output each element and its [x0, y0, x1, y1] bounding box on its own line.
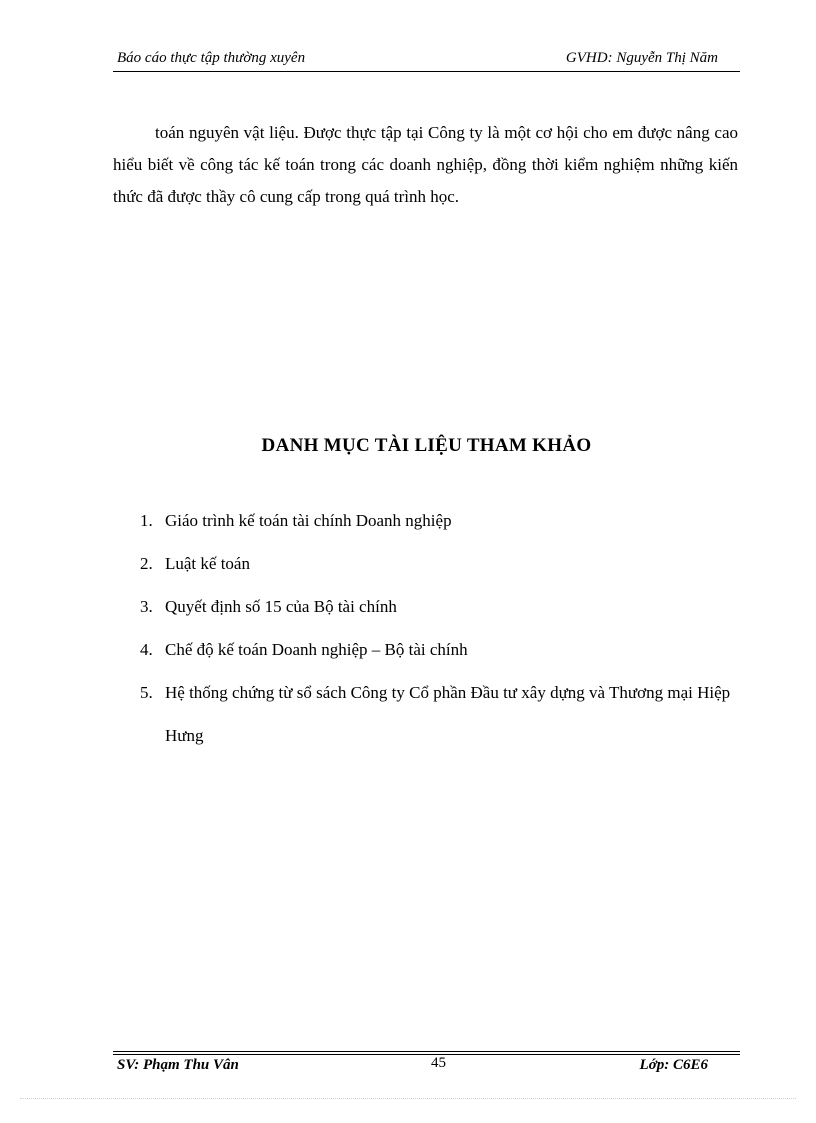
page-number: 45	[431, 1055, 446, 1071]
reference-item	[140, 585, 740, 628]
reference-text: Luật kế toán	[165, 554, 250, 573]
footer-class: Lớp: C6E6	[639, 1057, 708, 1073]
page-footer	[113, 1055, 740, 1079]
footer-rule	[113, 1051, 740, 1052]
reference-number: 1.	[140, 511, 153, 530]
page-bottom-dotted-line	[20, 1098, 796, 1099]
reference-item	[140, 542, 740, 585]
header-rule	[113, 71, 740, 72]
reference-text: Hệ thống chứng từ sổ sách Công ty Cổ phần Đầu tư xây dựng và Thương mại Hiệp Hưng	[165, 683, 731, 745]
header-report-title: Báo cáo thực tập thường xuyên	[117, 50, 306, 66]
reference-number: 3.	[140, 597, 153, 616]
reference-text: Quyết định số 15 của Bộ tài chính	[165, 597, 397, 616]
section-title: DANH MỤC TÀI LIỆU THAM KHẢO	[261, 435, 592, 456]
reference-list	[140, 499, 740, 757]
reference-text: Chế độ kế toán Doanh nghiệp – Bộ tài chính	[165, 640, 468, 659]
reference-item	[140, 628, 740, 671]
reference-number: 2.	[140, 554, 153, 573]
footer-student: SV: Phạm Thu Vân	[117, 1057, 239, 1073]
reference-text: Giáo trình kế toán tài chính Doanh nghiệp	[165, 511, 452, 530]
reference-number: 5.	[140, 683, 153, 702]
header-supervisor: GVHD: Nguyễn Thị Năm	[565, 50, 718, 66]
paragraph-text: toán nguyên vật liệu. Được thực tập tại Công ty là một cơ hội cho em được nâng cao hiểu biết về công tác kế toán trong các doanh nghiệp, đồng thời kiểm nghiệm những kiến thức đã được thầy cô cung cấp trong quá trình học.	[113, 123, 738, 206]
page-header	[113, 46, 740, 72]
body-paragraph	[113, 117, 738, 213]
reference-item	[140, 499, 740, 542]
reference-item	[140, 671, 740, 757]
reference-number: 4.	[140, 640, 153, 659]
